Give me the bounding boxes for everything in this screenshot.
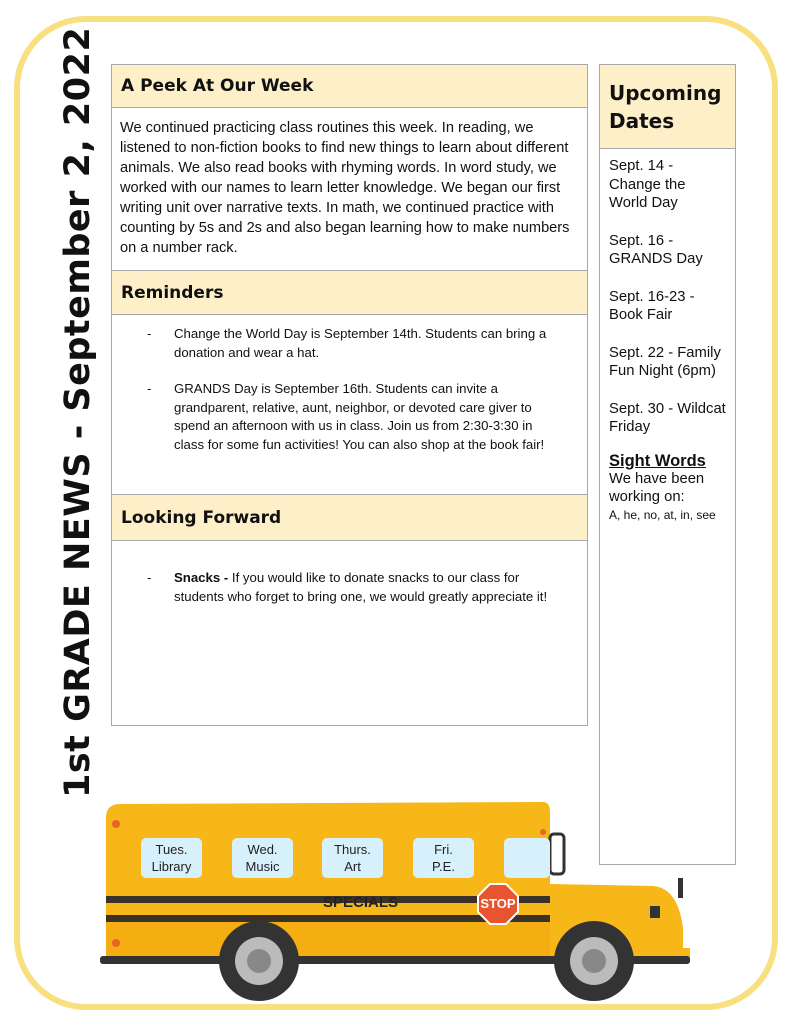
sidebar xyxy=(599,64,736,865)
forward-heading: Looking Forward xyxy=(112,495,587,541)
bus-window-friday xyxy=(413,838,474,878)
window-day: Thurs. xyxy=(334,842,371,857)
window-day: Fri. xyxy=(434,842,453,857)
date-item: Sept. 16-23 - Book Fair xyxy=(609,288,695,323)
date-item: Sept. 22 - Family Fun Night (6pm) xyxy=(609,344,721,379)
window-special: Music xyxy=(245,859,280,874)
bus-window-empty xyxy=(504,838,550,878)
newsletter-title: 1st GRADE NEWS - September 2, 2022 xyxy=(58,26,98,798)
reminders-heading: Reminders xyxy=(112,271,587,315)
wheel-front xyxy=(554,921,634,1001)
window-day: Tues. xyxy=(155,842,188,857)
wheel-rear xyxy=(219,921,299,1001)
bus-window-thursday xyxy=(322,838,383,878)
stop-sign-label: STOP xyxy=(480,896,516,911)
date-item: Sept. 16 - GRANDS Day xyxy=(609,232,703,267)
window-day: Wed. xyxy=(247,842,278,857)
reminders-body xyxy=(112,315,587,495)
date-item: Sept. 30 - Wildcat Friday xyxy=(609,400,726,435)
date-item: Sept. 14 - Change the World Day xyxy=(609,158,686,211)
bus-window-tuesday xyxy=(141,838,202,878)
main-column xyxy=(111,64,588,726)
window-special: P.E. xyxy=(432,859,455,874)
forward-item-label: Snacks - xyxy=(174,570,229,585)
reminder-item: - GRANDS Day is September 16th. Students can invite a grandparent, relative, aunt, neighbor, or devoted care giver to spend an afternoon with us in class. Join us from 2:30-3:30 in class for some fun activities! You can also shop at the book fair! xyxy=(120,380,565,454)
reminder-item: - Change the World Day is September 14th. Students can bring a donation and wear a hat. xyxy=(120,325,565,362)
sight-words-list: A, he, no, at, in, see xyxy=(609,508,716,522)
sight-words-intro: We have been working on: xyxy=(609,471,705,505)
window-special: Art xyxy=(344,859,361,874)
school-bus-illustration xyxy=(98,798,698,1003)
forward-item-text: If you would like to donate snacks to our class for students who forget to bring one, we would greatly appreciate it! xyxy=(174,570,548,604)
forward-item xyxy=(120,569,565,606)
sight-words-heading: Sight Words xyxy=(609,451,706,470)
specials-label: SPECIALS xyxy=(323,894,399,911)
peek-body xyxy=(112,108,587,271)
upcoming-dates-heading: Upcoming Dates xyxy=(600,65,735,149)
window-special: Library xyxy=(151,859,192,874)
bus-window-wednesday xyxy=(232,838,293,878)
peek-text: We continued practicing class routines this week. In reading, we listened to non-fiction books to find new things to learn about different animals. We also read books with rhyming words. In word study, we worked with our names to learn letter knowledge. We began our first writing unit over narrative texts. In math, we continued practice with counting by 5s and 2s and also began learning how to make numbers on a number rack. xyxy=(120,120,570,256)
peek-heading: A Peek At Our Week xyxy=(112,65,587,108)
forward-body xyxy=(112,541,587,606)
